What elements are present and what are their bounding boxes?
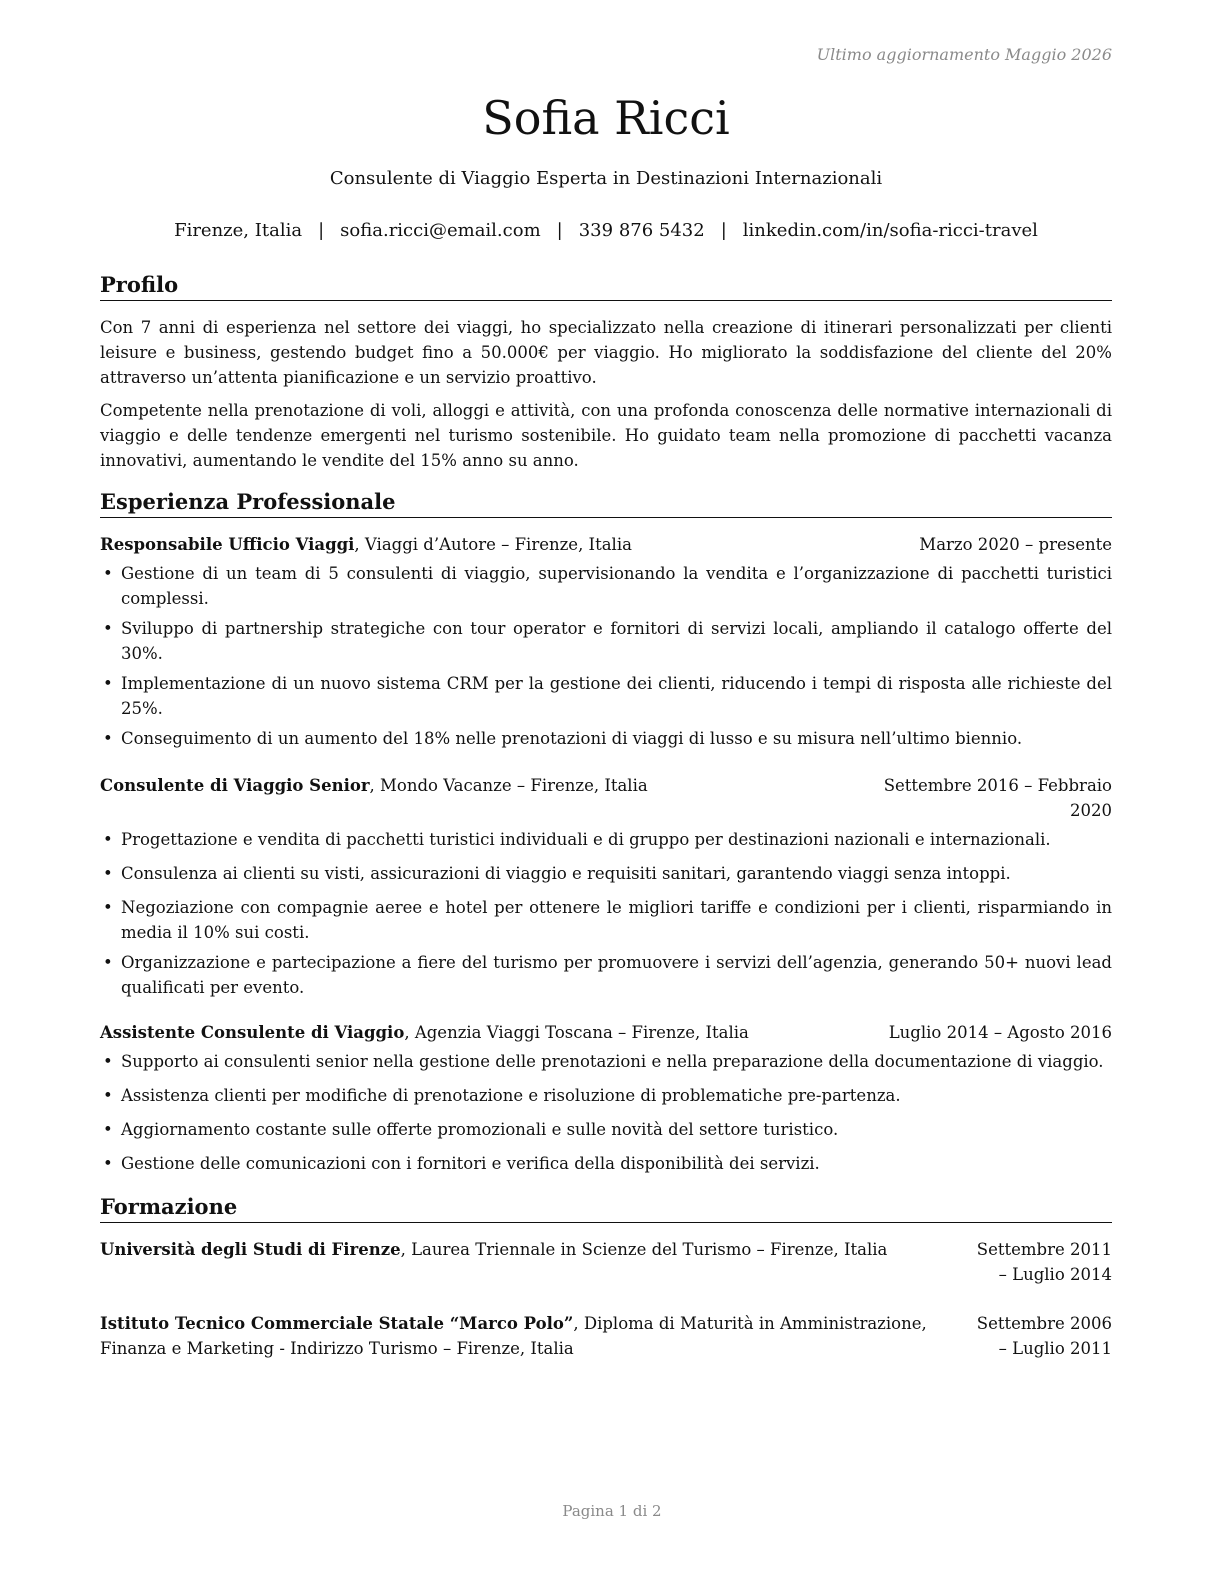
list-item [100, 895, 1112, 945]
page-number: Pagina 1 di 2 [562, 1502, 662, 1520]
job-bullets [100, 827, 1112, 1000]
bullet-icon: • [103, 898, 113, 917]
contact-location: Firenze, Italia [174, 220, 303, 241]
job-dates: Marzo 2020 – presente [919, 535, 1112, 554]
list-item [100, 671, 1112, 721]
candidate-subtitle: Consulente di Viaggio Esperta in Destinazioni Internazionali [329, 168, 883, 189]
job-company: , Mondo Vacanze – Firenze, Italia [369, 776, 648, 795]
section-title-profile: Profilo [100, 270, 1112, 301]
education-detail: , Laurea Triennale in Scienze del Turismo – Firenze, Italia [400, 1240, 888, 1259]
job-header [100, 773, 1112, 823]
bullet-text: Gestione di un team di 5 consulenti di viaggio, supervisionando la vendita e l’organizzazione di pacchetti turistici complessi. [121, 564, 1112, 608]
list-item [100, 827, 1112, 852]
bullet-text: Negoziazione con compagnie aeree e hotel per ottenere le migliori tariffe e condizioni per i clienti, risparmiando in media il 10% sui costi. [121, 898, 1112, 942]
bullet-icon: • [103, 674, 113, 693]
education-dates: Settembre 2006 – Luglio 2011 [976, 1314, 1112, 1358]
bullet-icon: • [103, 830, 113, 849]
education-description [100, 1237, 964, 1262]
bullet-icon: • [103, 864, 113, 883]
bullet-icon: • [103, 1086, 113, 1105]
job-entry [100, 1020, 1112, 1176]
bullet-text: Implementazione di un nuovo sistema CRM per la gestione dei clienti, riducendo i tempi di risposta alle richieste del 25%. [121, 674, 1112, 718]
job-dates: Settembre 2016 – Febbraio 2020 [883, 776, 1112, 820]
profile-paragraph: Con 7 anni di esperienza nel settore dei viaggi, ho specializzato nella creazione di itinerari personalizzati per clienti leisure e business, gestendo budget fino a 50.000€ per viaggio. Ho migliorato la soddisfazione del cliente del 20% attraverso un’attenta pianificazione e un servizio proattivo. [100, 318, 1112, 387]
contact-email[interactable]: sofia.ricci@email.com [340, 220, 541, 241]
bullet-text: Gestione delle comunicazioni con i fornitori e verifica della disponibilità dei servizi. [121, 1154, 820, 1173]
job-role: Responsabile Ufficio Viaggi [100, 535, 355, 554]
bullet-icon: • [103, 564, 113, 583]
bullet-text: Consulenza ai clienti su visti, assicurazioni di viaggio e requisiti sanitari, garantendo viaggi senza intoppi. [121, 864, 1011, 883]
job-title-line [100, 1020, 749, 1045]
list-item [100, 726, 1112, 751]
bullet-icon: • [103, 1052, 113, 1071]
list-item [100, 950, 1112, 1000]
contact-separator: | [318, 220, 325, 241]
list-item [100, 861, 1112, 886]
bullet-icon: • [103, 953, 113, 972]
job-bullets [100, 561, 1112, 751]
section-title-education: Formazione [100, 1192, 1112, 1223]
section-title-experience: Esperienza Professionale [100, 487, 1112, 518]
education-entry [100, 1311, 1112, 1361]
list-item [100, 1083, 1112, 1108]
last-updated: Ultimo aggiornamento Maggio 2026 [816, 45, 1112, 64]
job-company: , Viaggi d’Autore – Firenze, Italia [354, 535, 632, 554]
contact-line [100, 218, 1112, 244]
candidate-name: Sofia Ricci [482, 91, 730, 145]
bullet-icon: • [103, 619, 113, 638]
job-dates: Luglio 2014 – Agosto 2016 [888, 1023, 1112, 1042]
education-entry [100, 1237, 1112, 1287]
education-section [100, 1192, 1112, 1361]
job-entry [100, 773, 1112, 1000]
profile-paragraph: Competente nella prenotazione di voli, alloggi e attività, con una profonda conoscenza delle normative internazionali di viaggio e delle tendenze emergenti nel turismo sostenibile. Ho guidato team nella promozione di pacchetti vacanza innovativi, aumentando le vendite del 15% anno su anno. [100, 401, 1112, 470]
bullet-text: Aggiornamento costante sulle offerte promozionali e sulle novità del settore turistico. [121, 1120, 839, 1139]
bullet-text: Organizzazione e partecipazione a fiere del turismo per promuovere i servizi dell’agenzia, generando 50+ nuovi lead qualificati per evento. [121, 953, 1112, 997]
resume-page [100, 0, 1112, 1584]
job-role: Assistente Consulente di Viaggio [100, 1023, 405, 1042]
education-description [100, 1311, 964, 1361]
job-title-line [100, 773, 648, 798]
contact-separator: | [556, 220, 563, 241]
education-detail: , Diploma di Maturità in Amministrazione, Finanza e Marketing - Indirizzo Turismo – Firenze, Italia [100, 1314, 927, 1358]
list-item [100, 1151, 1112, 1176]
bullet-text: Sviluppo di partnership strategiche con tour operator e fornitori di servizi locali, ampliando il catalogo offerte del 30%. [121, 619, 1112, 663]
education-school: Università degli Studi di Firenze [100, 1240, 401, 1259]
contact-separator: | [720, 220, 727, 241]
bullet-icon: • [103, 1120, 113, 1139]
contact-linkedin[interactable]: linkedin.com/in/sofia-ricci-travel [742, 220, 1038, 241]
list-item [100, 616, 1112, 666]
bullet-text: Supporto ai consulenti senior nella gestione delle prenotazioni e nella preparazione della documentazione di viaggio. [121, 1052, 1104, 1071]
education-school: Istituto Tecnico Commerciale Statale “Marco Polo” [100, 1314, 574, 1333]
bullet-icon: • [103, 729, 113, 748]
bullet-text: Assistenza clienti per modifiche di prenotazione e risoluzione di problematiche pre-partenza. [121, 1086, 901, 1105]
education-dates: Settembre 2011 – Luglio 2014 [976, 1240, 1112, 1284]
bullet-icon: • [103, 1154, 113, 1173]
profile-section [100, 270, 1112, 473]
job-bullets [100, 1049, 1112, 1176]
job-company: , Agenzia Viaggi Toscana – Firenze, Italia [404, 1023, 749, 1042]
bullet-text: Conseguimento di un aumento del 18% nelle prenotazioni di viaggi di lusso e su misura nell’ultimo biennio. [121, 729, 1023, 748]
job-title-line [100, 532, 632, 557]
experience-section [100, 487, 1112, 1176]
list-item [100, 1117, 1112, 1142]
list-item [100, 1049, 1112, 1074]
job-role: Consulente di Viaggio Senior [100, 776, 370, 795]
job-header [100, 532, 1112, 557]
contact-phone: 339 876 5432 [578, 220, 705, 241]
job-header [100, 1020, 1112, 1045]
list-item [100, 561, 1112, 611]
bullet-text: Progettazione e vendita di pacchetti turistici individuali e di gruppo per destinazioni nazionali e internazionali. [121, 830, 1051, 849]
resume-content [100, 270, 1112, 1361]
job-entry [100, 532, 1112, 751]
